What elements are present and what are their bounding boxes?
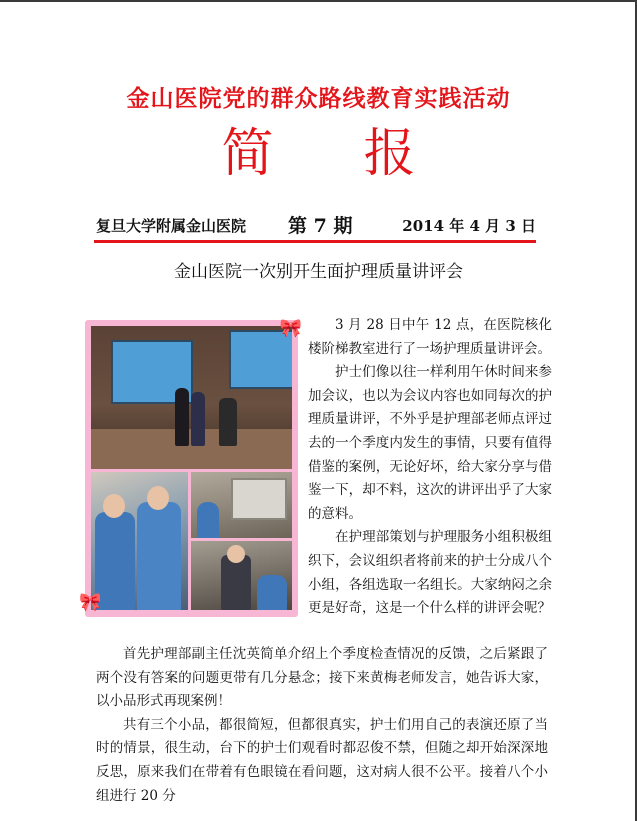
paragraph: 护士们像以往一样利用午休时间来参加会议，也以为会议内容也如同每次的护理质量讲评，不外乎是护理部老师点评过去的一个季度内发生的事情，只要有值得借鉴的案例，无论好坏，给大家分享与借鉴一下，却不料，这次的讲评出乎了大家的意料。 (308, 364, 552, 522)
ribbon-bow-icon: 🎀 (79, 592, 102, 613)
projection-screen (231, 478, 287, 520)
nurse-face (147, 486, 169, 510)
publisher: 复旦大学附属金山医院 (96, 217, 247, 235)
person-figure (191, 392, 205, 446)
photo-nurses-group (91, 472, 188, 610)
nurse-figure (257, 575, 287, 610)
paragraph: 在护理部策划与护理服务小组积极组织下，会议组织者将前来的护士分成八个小组，各组选取一名组长。大家纳闷之余更是好奇，这是一个什么样的讲评会呢？ (308, 529, 552, 617)
org-title: 金山医院党的群众路线教育实践活动 (126, 86, 511, 112)
paragraph: 首先护理部副主任沈英简单介绍上个季度检查情况的反馈，之后紧跟了两个没有答案的问题更带有几分悬念；接下来黄梅老师发言，她告诉大家，以小品形式再现案例！ (96, 646, 548, 710)
article-body-right (308, 314, 552, 621)
masthead-meta (96, 213, 536, 237)
article-title: 金山医院一次别开生面护理质量讲评会 (174, 262, 463, 282)
ribbon-bow-icon: 🎀 (279, 318, 302, 339)
nurse-face (103, 494, 125, 518)
person-figure (219, 398, 237, 446)
person-figure (221, 555, 251, 610)
bulletin-heading: 简报 (221, 124, 506, 184)
person-figure (175, 388, 189, 446)
article-body-full (96, 643, 548, 808)
issue-number: 第 7 期 (288, 215, 353, 237)
person-face (227, 545, 245, 563)
photo-presentation (191, 472, 292, 538)
paragraph: 共有三个小品，都很简短，但都很真实，护士们用自己的表演还原了当时的情景，很生动，台下的护士们观看时都忍俊不禁，但随之却开始深深地反思，原来我们在带着有色眼镜在看问题，这对病人很不公平。接着八个小组进行 20 分 (96, 716, 548, 804)
photo-lecture-hall (91, 326, 292, 469)
issue-date: 2014 年 4 月 3 日 (402, 217, 536, 235)
paragraph: 3 月 28 日中午 12 点，在医院核化楼阶梯教室进行了一场护理质量讲评会。 (308, 317, 552, 357)
nurse-figure (197, 502, 219, 538)
nurse-figure (137, 502, 181, 610)
masthead-divider (94, 240, 536, 243)
photo-collage (79, 318, 302, 617)
photo-discussion (191, 541, 292, 610)
top-border (0, 0, 637, 2)
